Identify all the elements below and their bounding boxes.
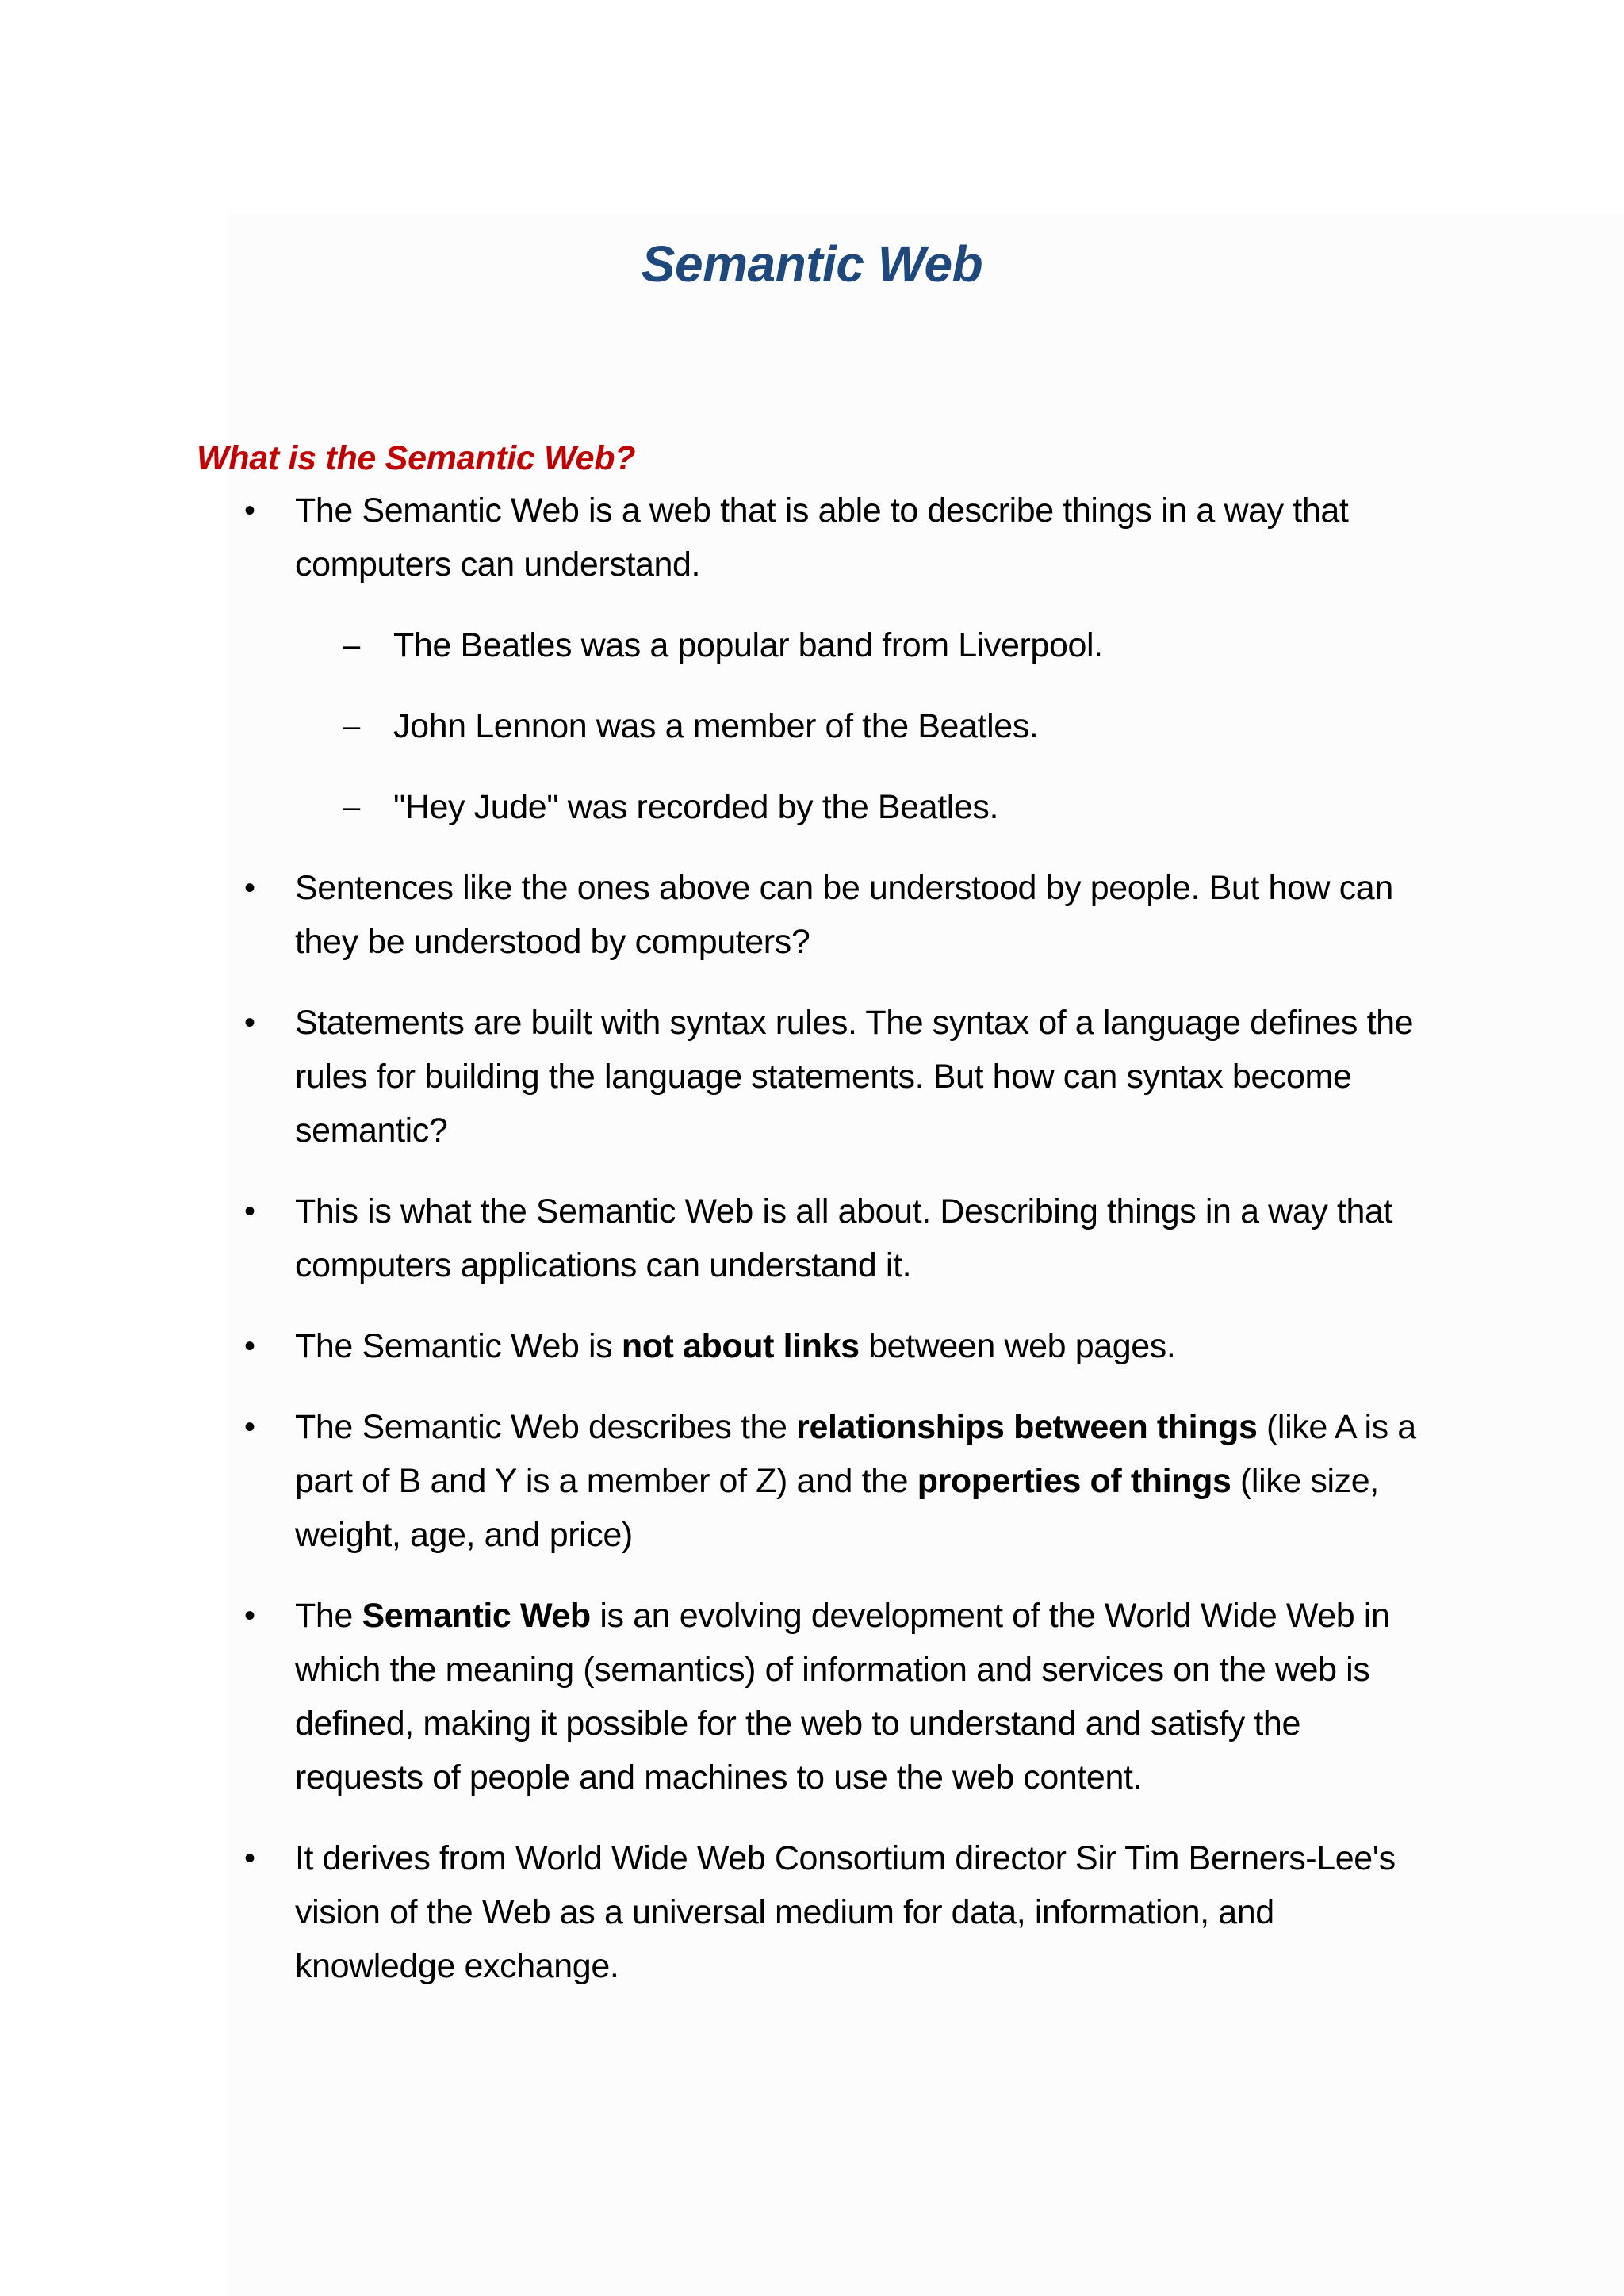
text-run: The Semantic Web is: [295, 1327, 622, 1365]
bullet-list: [0, 484, 1624, 1993]
dash-icon: –: [343, 790, 360, 825]
bullet-text: [295, 1831, 1429, 1993]
text-run: between web pages.: [859, 1327, 1176, 1365]
list-item: [0, 861, 1429, 969]
text-run: Statements are built with syntax rules. The syntax of a language defines the rules for building the language statements. But how can syntax become semantic?: [295, 1004, 1414, 1150]
text-run: is an evolving development of the World Wide Web in which the meaning (semantics) of information and services on the web is defined, making it possible for the web to understand and satisfy the requests of people and machines to use the web content.: [295, 1597, 1390, 1797]
bold-phrase: properties of things: [917, 1462, 1231, 1500]
text-run: The Semantic Web is a web that is able to describe things in a way that computers can understand.: [295, 492, 1349, 584]
bold-phrase: Semantic Web: [362, 1597, 591, 1635]
bullet-text: [295, 1400, 1429, 1562]
list-item: [0, 996, 1429, 1158]
bullet-icon: •: [244, 1841, 255, 1876]
text-run: (like size, weight, age, and price): [295, 1462, 1379, 1554]
sub-item-text: "Hey Jude" was recorded by the Beatles.: [393, 788, 999, 826]
text-run: The Semantic Web describes the: [295, 1408, 797, 1446]
list-item: [0, 1400, 1429, 1562]
bullet-icon: •: [244, 1410, 255, 1445]
bullet-icon: •: [244, 1329, 255, 1364]
sub-list: [295, 618, 1429, 834]
text-run: The: [295, 1597, 362, 1635]
document-body: [0, 484, 1624, 2020]
text-run: This is what the Semantic Web is all about. Describing things in a way that computers applications can understand it.: [295, 1192, 1393, 1284]
section-heading: What is the Semantic Web?: [197, 438, 636, 477]
list-item: [0, 1184, 1429, 1292]
dash-icon: –: [343, 628, 360, 663]
list-item: [0, 1319, 1429, 1373]
bullet-icon: •: [244, 1194, 255, 1229]
text-run: It derives from World Wide Web Consortium director Sir Tim Berners-Lee's vision of the Web as a universal medium for data, information, and knowledge exchange.: [295, 1839, 1396, 1985]
text-run: (like A is a part of B and Y is a member of Z) and the: [295, 1408, 1416, 1500]
sub-list-item: [0, 618, 1429, 672]
bold-phrase: relationships between things: [796, 1408, 1258, 1446]
bold-phrase: not about links: [621, 1327, 860, 1365]
bullet-text: [295, 1184, 1429, 1292]
sub-list-item: [0, 780, 1429, 834]
bullet-icon: •: [244, 871, 255, 905]
bullet-text: [295, 1589, 1429, 1804]
bullet-text: [295, 484, 1429, 591]
dash-icon: –: [343, 709, 360, 744]
sub-item-text: The Beatles was a popular band from Liverpool.: [393, 626, 1103, 664]
bullet-text: [295, 861, 1429, 969]
sub-item-text: John Lennon was a member of the Beatles.: [393, 707, 1039, 745]
bullet-icon: •: [244, 493, 255, 528]
bullet-icon: •: [244, 1005, 255, 1040]
list-item: [0, 1831, 1429, 1993]
bullet-text: [295, 996, 1429, 1158]
list-item: [0, 484, 1429, 834]
text-run: Sentences like the ones above can be understood by people. But how can they be understood by computers?: [295, 869, 1393, 961]
sub-list-item: [0, 699, 1429, 753]
document-title: Semantic Web: [641, 235, 983, 293]
list-item: [0, 1589, 1429, 1804]
bullet-icon: •: [244, 1598, 255, 1633]
bullet-text: [295, 1319, 1429, 1373]
